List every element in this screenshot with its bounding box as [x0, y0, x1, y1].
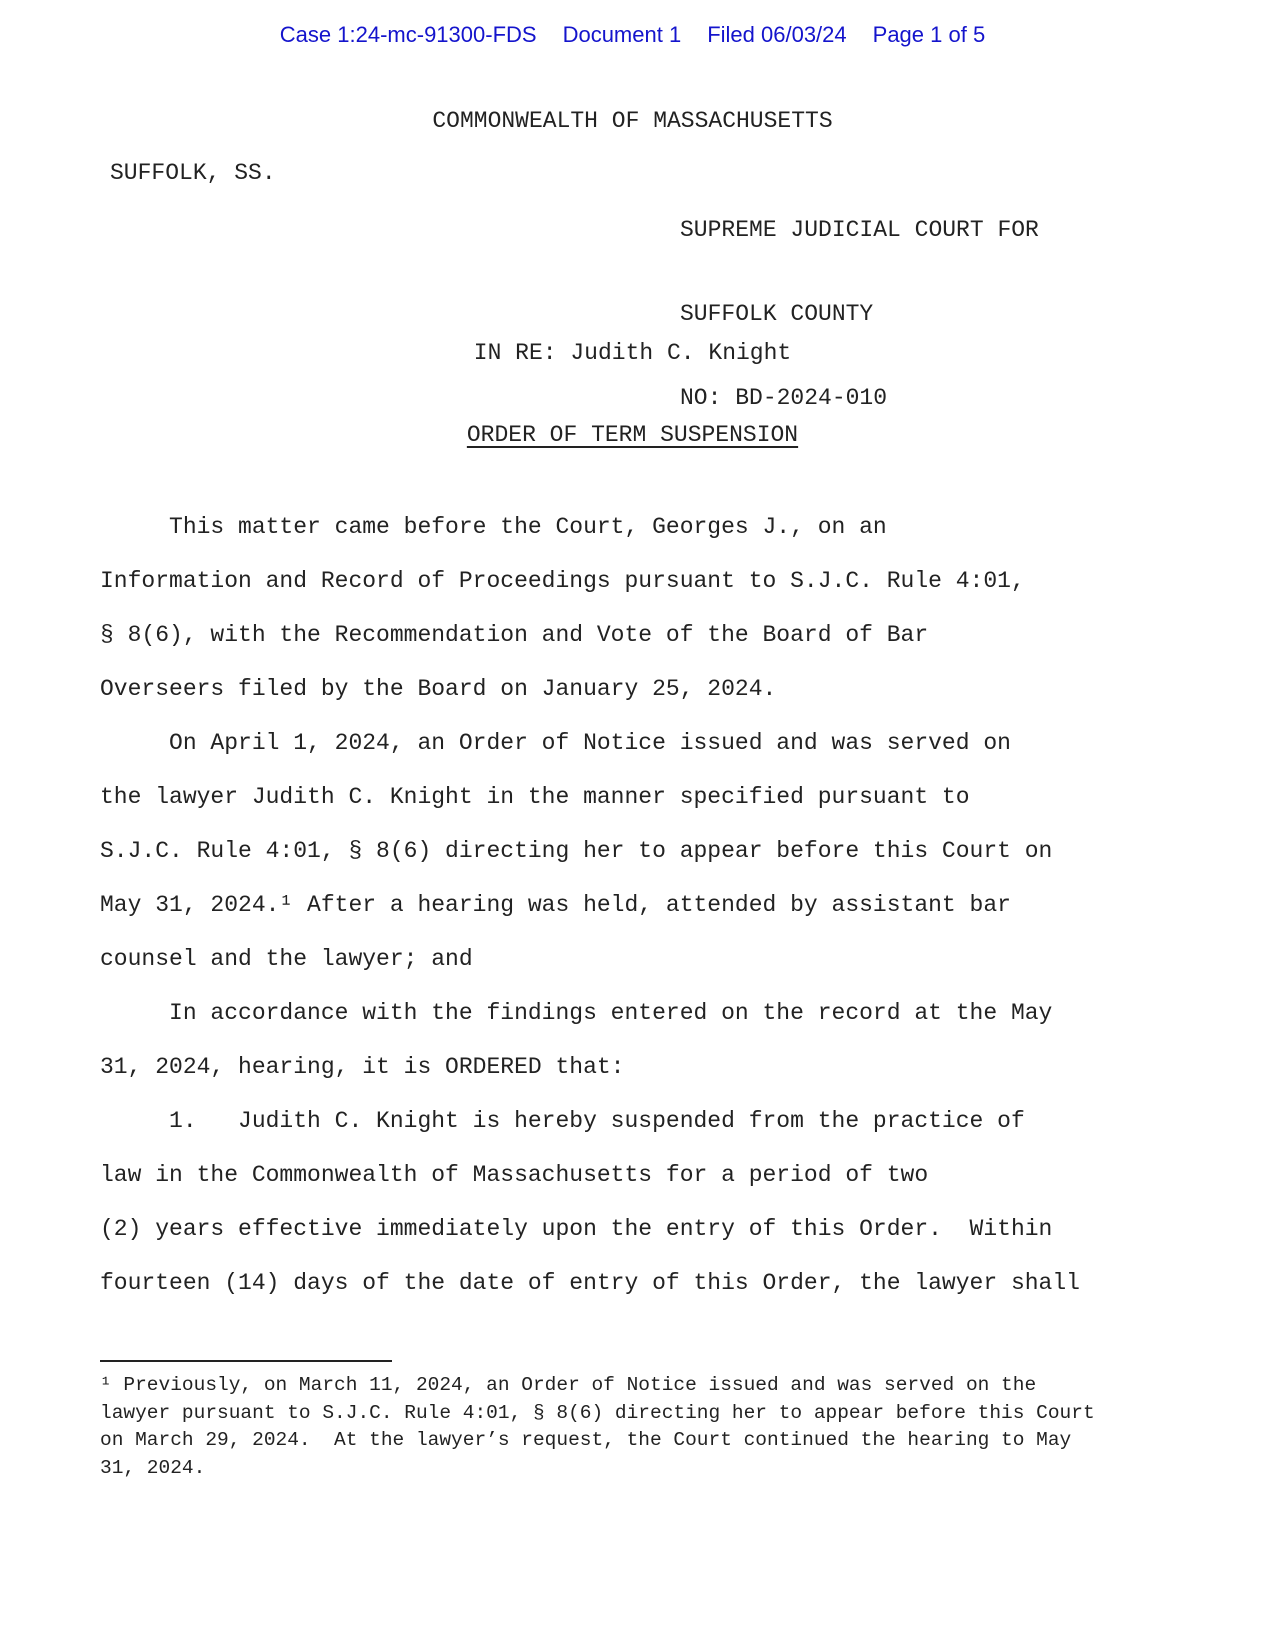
body-line: This matter came before the Court, Georges J., on an	[100, 514, 887, 540]
stamp-filed-date: Filed 06/03/24	[707, 22, 847, 47]
footnote-line: lawyer pursuant to S.J.C. Rule 4:01, § 8(6) directing her to appear before this Court	[100, 1401, 1095, 1424]
footnote	[100, 1372, 1185, 1482]
body-line: 1. Judith C. Knight is hereby suspended from the practice of	[100, 1108, 1025, 1134]
stamp-document-number: Document 1	[562, 22, 682, 47]
order-body	[100, 500, 1185, 1310]
docket-number: NO: BD-2024-010	[680, 385, 888, 411]
body-line: S.J.C. Rule 4:01, § 8(6) directing her to appear before this Court on	[100, 838, 1053, 864]
footnote-line: 31, 2024.	[100, 1456, 206, 1479]
footnote-line: on March 29, 2024. At the lawyer’s request, the Court continued the hearing to May	[100, 1429, 1072, 1451]
body-line: § 8(6), with the Recommendation and Vote of the Board of Bar	[100, 622, 929, 648]
case-caption: IN RE: Judith C. Knight	[473, 340, 792, 366]
stamp-page-number: Page 1 of 5	[872, 22, 986, 47]
footnote-separator	[100, 1360, 392, 1362]
footnote-line: ¹ Previously, on March 11, 2024, an Order of Notice issued and was served on the	[100, 1374, 1037, 1396]
commonwealth-heading: COMMONWEALTH OF MASSACHUSETTS	[432, 108, 833, 134]
body-line: law in the Commonwealth of Massachusetts for a period of two	[100, 1162, 929, 1188]
body-line: the lawyer Judith C. Knight in the manner specified pursuant to	[100, 784, 970, 810]
document-title: ORDER OF TERM SUSPENSION	[466, 422, 799, 448]
body-line: May 31, 2024.¹ After a hearing was held, attended by assistant bar	[100, 892, 1011, 918]
body-line: (2) years effective immediately upon the entry of this Order. Within	[100, 1216, 1053, 1242]
body-line: In accordance with the findings entered on the record at the May	[100, 1000, 1053, 1026]
body-line: Information and Record of Proceedings pursuant to S.J.C. Rule 4:01,	[100, 568, 1025, 594]
court-name-line2: SUFFOLK COUNTY	[680, 301, 874, 327]
body-line: 31, 2024, hearing, it is ORDERED that:	[100, 1054, 625, 1080]
stamp-case-number: Case 1:24-mc-91300-FDS	[279, 22, 537, 47]
body-line: Overseers filed by the Board on January 25, 2024.	[100, 676, 777, 702]
county-label: SUFFOLK, SS.	[110, 160, 276, 186]
body-line: fourteen (14) days of the date of entry of this Order, the lawyer shall	[100, 1270, 1080, 1296]
pacer-stamp	[0, 22, 1265, 48]
court-name-line1: SUPREME JUDICIAL COURT FOR	[680, 217, 1039, 243]
body-line: On April 1, 2024, an Order of Notice issued and was served on	[100, 730, 1011, 756]
body-line: counsel and the lawyer; and	[100, 946, 473, 972]
